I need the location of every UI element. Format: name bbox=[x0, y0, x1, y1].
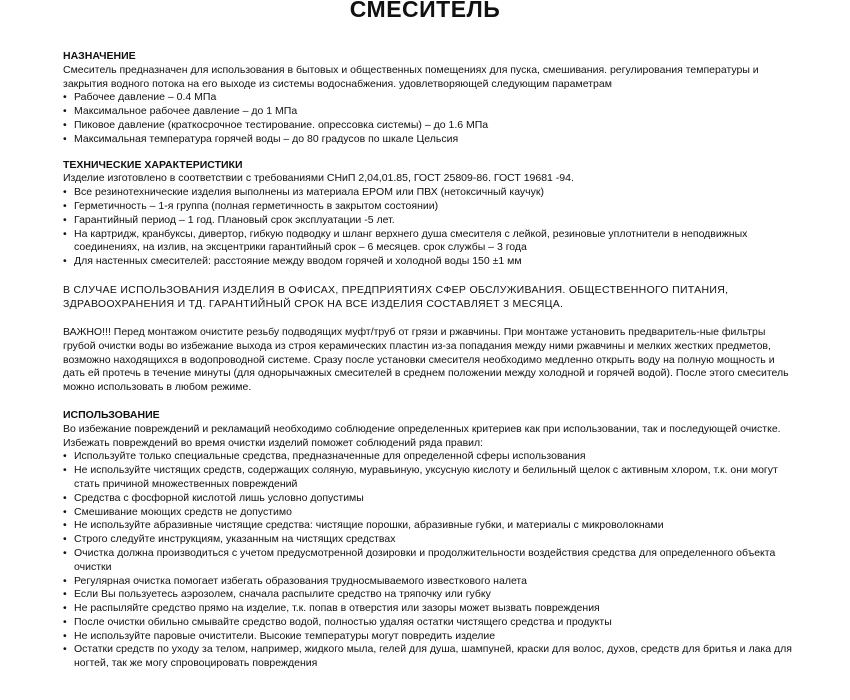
list-item: • После очистки обильно смывайте средство водой, полностью удаляя остатки чистящего средства и продукты bbox=[63, 616, 798, 630]
list-item: • Не используйте чистящих средств, содержащих соляную, муравьиную, уксусную кислоту и белильный щелок с активным хлором, т.к. они могут стать причиной множественных повреждений bbox=[63, 464, 798, 492]
list-item: • Все резинотехнические изделия выполнены из материала EPOM или ПВХ (нетоксичный каучук) bbox=[63, 186, 798, 200]
list-item: • Смешивание моющих средств не допустимо bbox=[63, 506, 798, 520]
purpose-text: Смеситель предназначен для использования в бытовых и общественных помещениях для пуска, смешивания. регулирования температуры и закрытия водного потока на его выходе из системы водоснабжения. удовлетворяющей следующим параметрам bbox=[63, 63, 759, 90]
usage-section bbox=[63, 409, 798, 671]
usage-text: Во избежание повреждений и рекламаций необходимо соблюдение определенных критериев как при использовании, так и последующей очистке. Избежать повреждений во время очистки изделий поможет соблюдений ряда правил: bbox=[63, 422, 781, 449]
list-item: • Рабочее давление – 0.4 МПа bbox=[63, 91, 798, 105]
list-item: • Не используйте абразивные чистящие средства: чистящие порошки, абразивные губки, и материалы с микроволокнами bbox=[63, 519, 798, 533]
list-item: • Регулярная очистка помогает избегать образования трудносмываемого известкового налета bbox=[63, 575, 798, 589]
list-item: • Максимальное рабочее давление – до 1 МПа bbox=[63, 105, 798, 119]
specs-section bbox=[63, 159, 798, 269]
list-item: • Используйте только специальные средства, предназначенные для определенной сферы использования bbox=[63, 450, 798, 464]
page-title: СМЕСИТЕЛЬ bbox=[349, 0, 501, 22]
document-content bbox=[63, 50, 798, 671]
office-notice: В СЛУЧАЕ ИСПОЛЬЗОВАНИЯ ИЗДЕЛИЯ В ОФИСАХ, ПРЕДПРИЯТИЯХ СФЕР ОБСЛУЖИВАНИЯ. ОБЩЕСТВЕННОГО ПИТАНИЯ, ЗДРАВООХРАНЕНИЯ И ТД. ГАРАНТИЙНЫЙ СРОК НА ВСЕ ИЗДЕЛИЯ СОСТАВЛЯЕТ 3 МЕСЯЦА. bbox=[63, 283, 729, 311]
list-item: • Пиковое давление (краткосрочное тестирование. опрессовка системы) – до 1.6 МПа bbox=[63, 119, 798, 133]
usage-heading: ИСПОЛЬЗОВАНИЕ bbox=[63, 408, 160, 421]
purpose-heading: НАЗНАЧЕНИЕ bbox=[63, 50, 136, 62]
list-item: • Остатки средств по уходу за телом, например, жидкого мыла, гелей для душа, шампуней, краски для волос, духов, средств для бритья и лака для ногтей, так же могу спровоцировать повреждения bbox=[63, 643, 798, 671]
list-item: • Средства с фосфорной кислотой лишь условно допустимы bbox=[63, 492, 798, 506]
office-notice-section bbox=[63, 283, 798, 312]
list-item: • Максимальная температура горячей воды – до 80 градусов по шкале Цельсия bbox=[63, 133, 798, 147]
list-item: • Не используйте паровые очистители. Высокие температуры могут повредить изделие bbox=[63, 630, 798, 644]
list-item: • Для настенных смесителей: расстояние между вводом горячей и холодной воды 150 ±1 мм bbox=[63, 255, 798, 269]
list-item: • Не распыляйте средство прямо на изделие, т.к. попав в отверстия или зазоры может вызвать повреждения bbox=[63, 602, 798, 616]
list-item: • Гарантийный период – 1 год. Плановый срок эксплуатации -5 лет. bbox=[63, 214, 798, 228]
specs-heading: ТЕХНИЧЕСКИЕ ХАРАКТЕРИСТИКИ bbox=[63, 158, 243, 171]
important-section bbox=[63, 326, 798, 395]
purpose-section bbox=[63, 50, 798, 147]
specs-text: Изделие изготовлено в соответствии с требованиями СНиП 2,04,01.85, ГОСТ 25809-86. ГОСТ 19681 -94. bbox=[63, 172, 574, 185]
important-notice: ВАЖНО!!! Перед монтажом очистите резьбу подводящих муфт/труб от грязи и ржавчины. При монтаже установить предваритель-ные фильтры грубой очистки воды во избежание выхода из строя керамических пластин из-за попадания между ними ржавчины и мелких жестких предметов, возможно находящихся в водопроводной системе. Сразу после установки смесителя необходимо медленно открыть воду на полную мощность и дать ей протечь в течение минуты (для однорычажных смесителей в среднем положении между холодной и горячей водой). После этого смеситель можно использовать в любом режиме. bbox=[63, 325, 789, 394]
list-item: • На картридж, кранбуксы, дивертор, гибкую подводку и шланг верхнего душа смесителя с лейкой, резиновые уплотнители в неподвижных соединениях, на излив, на эксцентрики гарантийный срок – 6 месяцев. срок службы – 3 года bbox=[63, 228, 798, 256]
list-item: • Очистка должна производиться с учетом предусмотренной дозировки и продолжительности воздействия средства для определенного объекта очистки bbox=[63, 547, 798, 575]
list-item: • Герметичность – 1-я группа (полная герметичность в закрытом состоянии) bbox=[63, 200, 798, 214]
list-item: • Строго следуйте инструкциям, указанным на чистящих средствах bbox=[63, 533, 798, 547]
list-item: • Если Вы пользуетесь аэрозолем, сначала распылите средство на тряпочку или губку bbox=[63, 588, 798, 602]
